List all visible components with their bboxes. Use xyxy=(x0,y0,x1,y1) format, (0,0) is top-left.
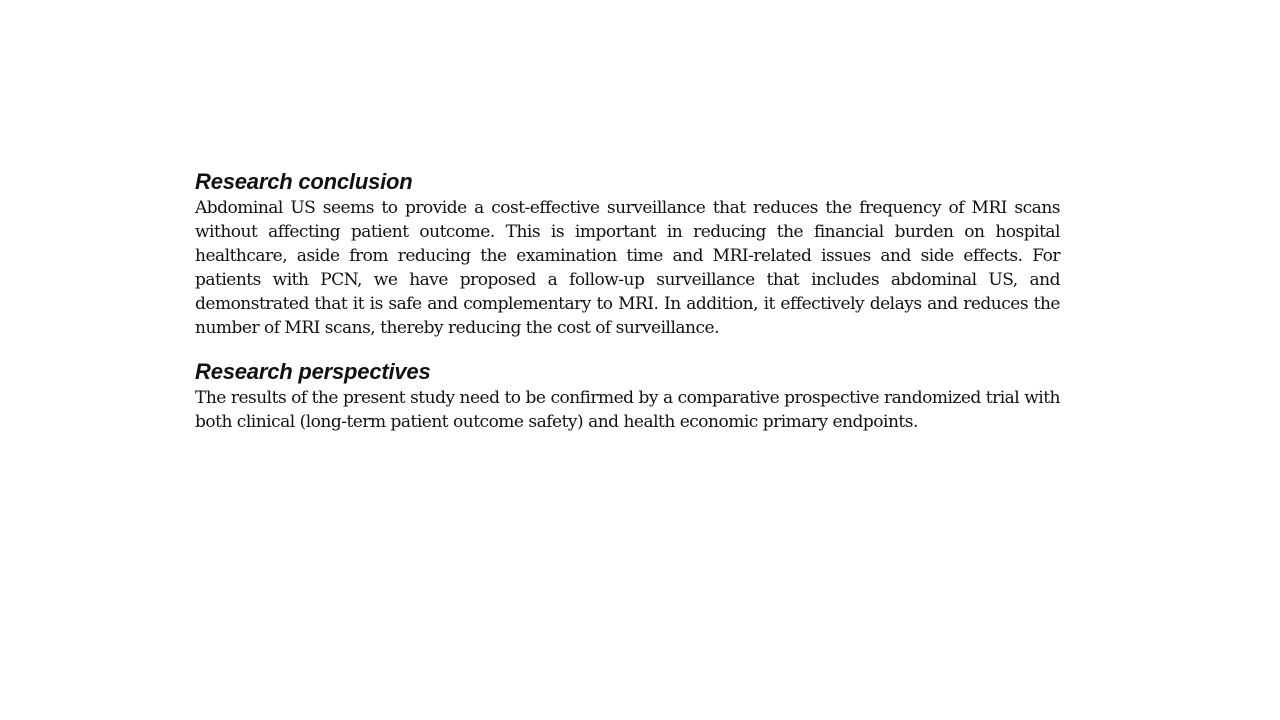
research-perspectives-section xyxy=(195,358,1060,434)
section-body-research-perspectives: The results of the present study need to be confirmed by a comparative prospective randomized trial with both clinical (long-term patient outcome safety) and health economic primary endpoints. xyxy=(195,388,1060,432)
research-conclusion-section xyxy=(195,168,1060,340)
section-body-research-conclusion: Abdominal US seems to provide a cost-effective surveillance that reduces the frequency of MRI scans without affecting patient outcome. This is important in reducing the financial burden on hospital healthcare, aside from reducing the examination time and MRI-related issues and side effects. For patients with PCN, we have proposed a follow-up surveillance that includes abdominal US, and demonstrated that it is safe and complementary to MRI. In addition, it effectively delays and reduces the number of MRI scans, thereby reducing the cost of surveillance. xyxy=(195,198,1060,338)
section-heading-research-perspectives: Research perspectives xyxy=(195,359,431,384)
section-heading-research-conclusion: Research conclusion xyxy=(195,169,413,194)
text-content xyxy=(195,168,1060,434)
